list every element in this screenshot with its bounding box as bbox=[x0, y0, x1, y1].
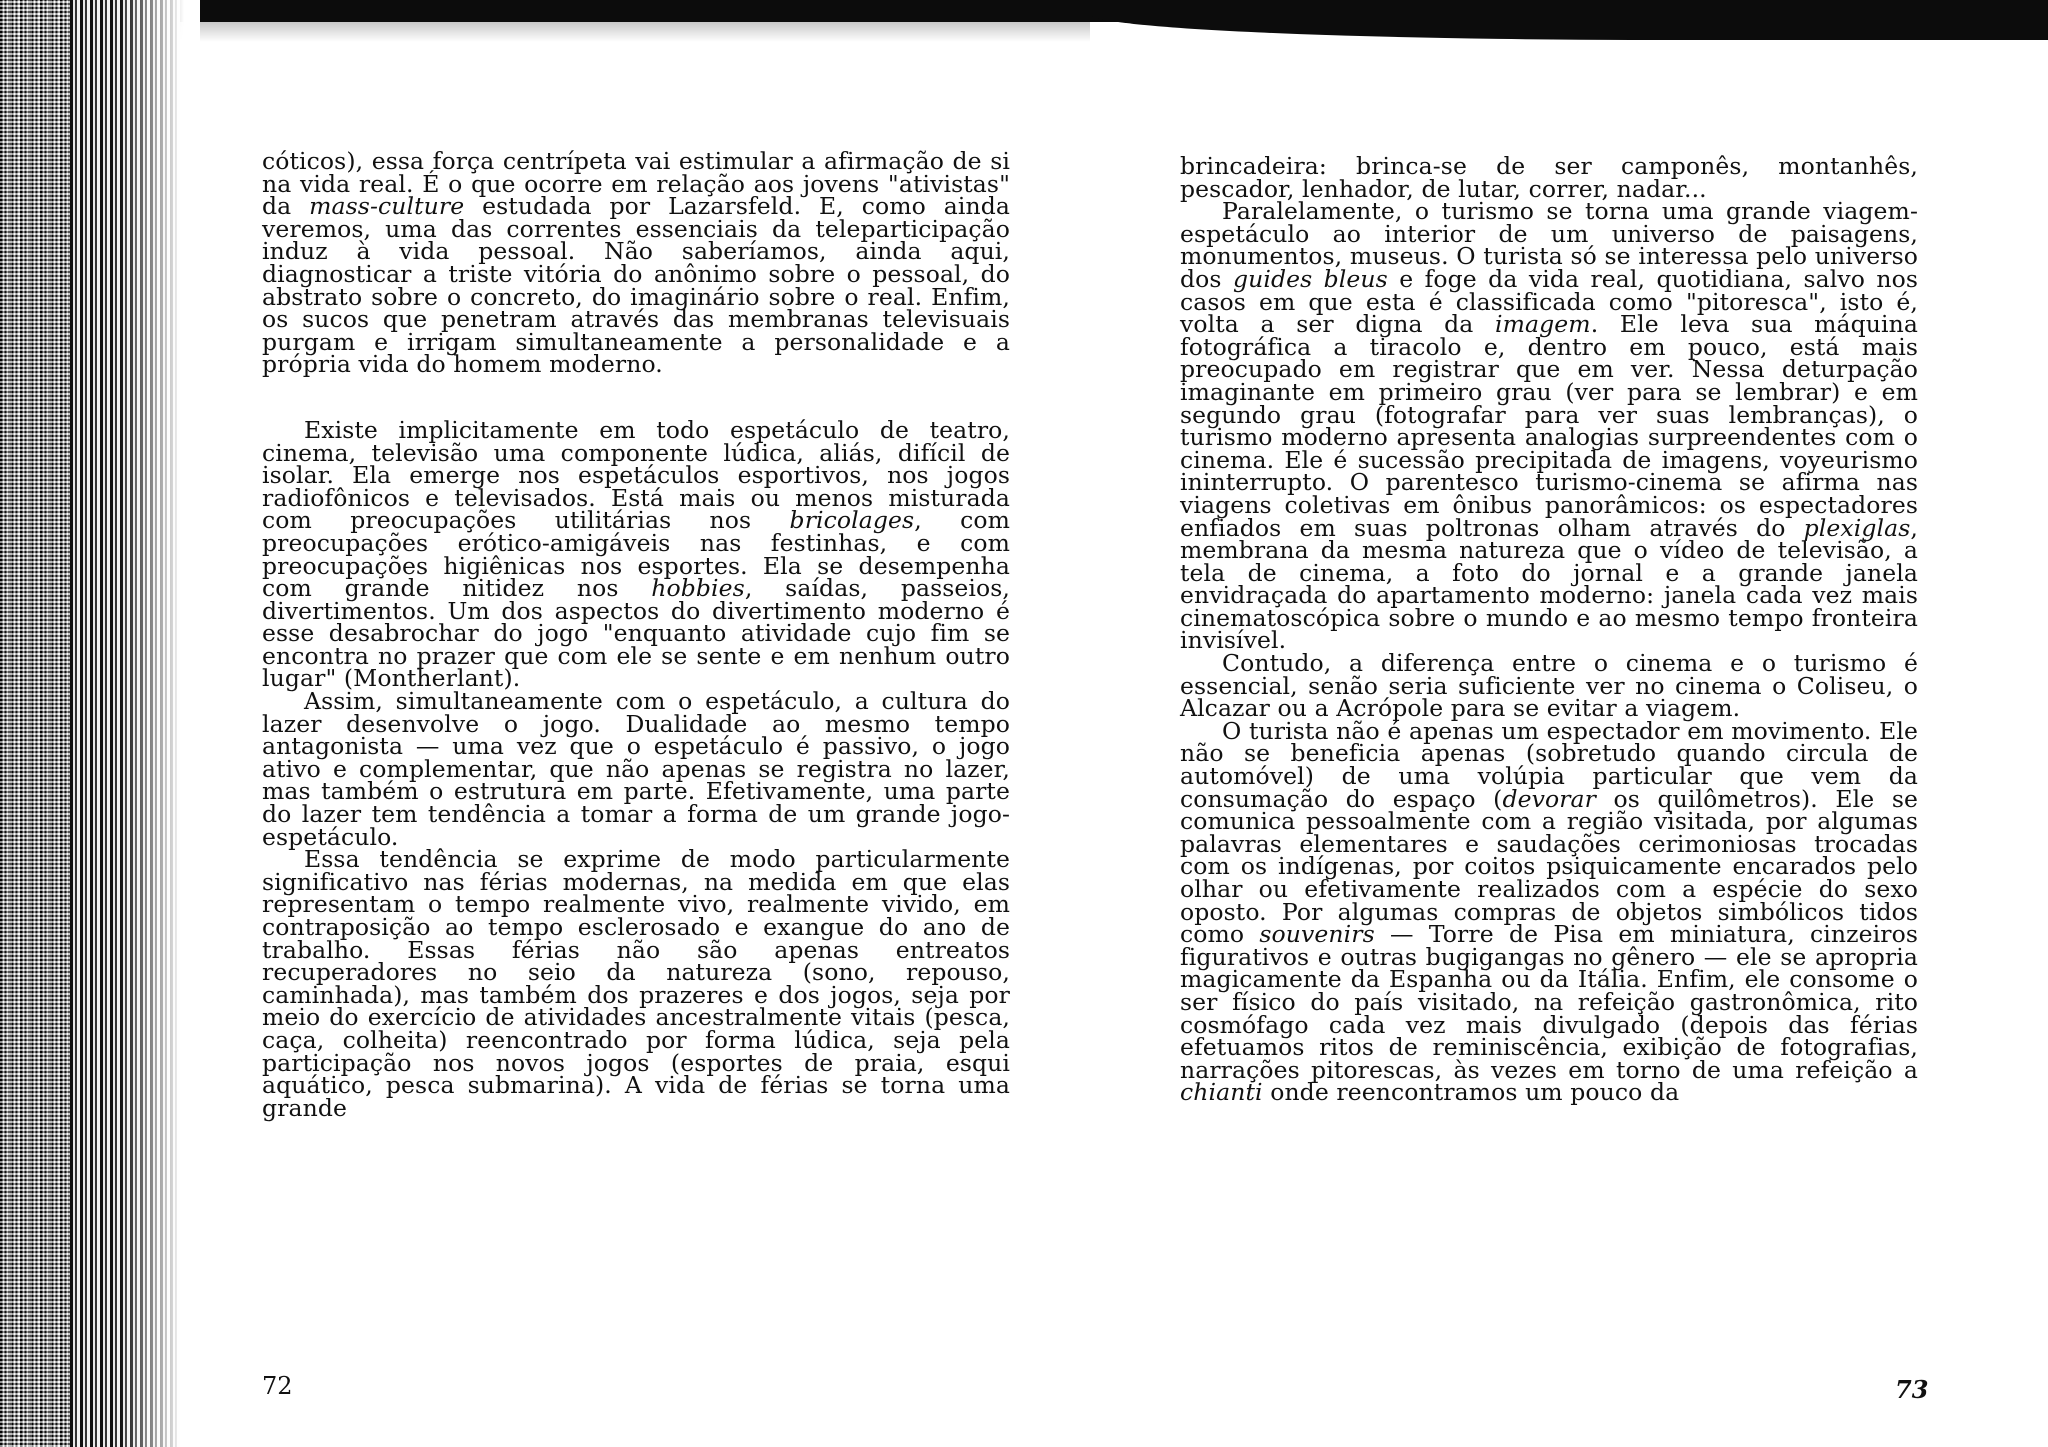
text-run: cóticos), essa força centrípeta vai estimular a afirmação de si na vida real. É o que ocorre em relação aos jovens "ativistas" da bbox=[262, 147, 1010, 221]
text-run: , membrana da mesma natureza que o vídeo de televisão, a tela de cinema, a foto do jornal e a grande janela envidraçada do apartamento moderno: janela cada vez mais cinematoscópica sobre o mundo e ao mesmo tempo fronteira invisível. bbox=[1180, 513, 1918, 655]
text-run: Contudo, a diferença entre o cinema e o turismo é essencial, senão seria suficiente ver no cinema o Coliseu, o Alcazar ou a Acrópole para se evitar a viagem. bbox=[1180, 649, 1918, 723]
text-run: O turista não é apenas um espectador em movimento. Ele não se beneficia apenas (sobretudo quando circula de automóvel) de uma volúpia particular que vem da consumação do espaço ( bbox=[1180, 716, 1918, 813]
book-edge-texture bbox=[0, 0, 70, 1447]
book-edge-fade bbox=[120, 0, 200, 1447]
right-paragraph-3 bbox=[1180, 649, 1918, 723]
text-run: Existe implicitamente em todo espetáculo de teatro, cinema, televisão uma componente lúdica, aliás, difícil de isolar. Ela emerge nos espetáculos esportivos, nos jogos radiofônicos e televisados. Está mais ou menos misturada com preocupações utilitárias nos bbox=[262, 415, 1010, 535]
text-run: . Ele leva sua máquina fotográfica a tiracolo e, dentro em pouco, está mais preocupado em registrar que em ver. Nessa deturpação imaginante em primeiro grau (ver para se lembrar) e em segundo grau (fotografar para ver suas lembranças), o turismo moderno apresenta analogias surpreendentes com o cinema. Ele é sucessão precipitada de imagens, voyeurismo ininterrupto. O parentesco turismo-cinema se afirma nas viagens coletivas em ônibus panorâmicos: os espectadores enfiados em suas poltronas olham através do bbox=[1180, 310, 1918, 542]
italic-term: devorar bbox=[1502, 784, 1597, 813]
left-page-number: 72 bbox=[262, 1372, 293, 1400]
italic-term: bricolages bbox=[789, 506, 915, 535]
italic-term: chianti bbox=[1180, 1078, 1263, 1107]
italic-term: plexiglas bbox=[1803, 513, 1911, 542]
right-paragraph-2 bbox=[1180, 197, 1918, 655]
right-page-number: 73 bbox=[1895, 1375, 1929, 1404]
text-run: — Torre de Pisa em miniatura, cinzeiros figurativos e outras bugigangas no gênero — ele se apropria magicamente da Espanha ou da Itália. Enfim, ele consome o ser físico do país visitado, na refeição gastronômica, rito cosmófago cada vez mais divulgado (depois das férias efetuamos ritos de reminiscência, exibição de fotografias, narrações pitorescas, às vezes em torno de uma refeição a bbox=[1180, 920, 1918, 1084]
text-run: onde reencontramos um pouco da bbox=[1262, 1078, 1680, 1107]
italic-term: imagem bbox=[1495, 310, 1591, 339]
section-break bbox=[262, 376, 1010, 419]
text-run: Assim, simultaneamente com o espetáculo, a cultura do lazer desenvolve o jogo. Dualidade ao mesmo tempo antagonista — uma vez que o espetáculo é passivo, o jogo ativo e complementar, que não apenas se registra no lazer, mas também o estrutura em parte. Efetivamente, uma parte do lazer tem tendência a tomar a forma de um grande jogo-espetáculo. bbox=[262, 687, 1010, 851]
text-run: Paralelamente, o turismo se torna uma grande viagem-espetáculo ao interior de um universo de paisagens, monumentos, museus. O turista só se interessa pelo universo dos bbox=[1180, 197, 1918, 293]
right-paragraph-1 bbox=[1180, 152, 1918, 203]
text-run: estudada por Lazarsfeld. E, como ainda veremos, uma das correntes essenciais da teleparticipação induz à vida pessoal. Não saberíamos, ainda aqui, diagnosticar a triste vitória do anônimo sobre o pessoal, do abstrato sobre o concreto, do imaginário sobre o real. Enfim, os sucos que penetram através das membranas televisuais purgam e irrigam simultaneamente a personalidade e a própria vida do homem moderno. bbox=[262, 192, 1010, 379]
italic-term: guides bleus bbox=[1232, 264, 1388, 293]
italic-term: mass-culture bbox=[309, 192, 465, 221]
text-run: brincadeira: brinca-se de ser camponês, montanhês, pescador, lenhador, de lutar, correr, nadar... bbox=[1180, 152, 1918, 203]
right-paragraph-4 bbox=[1180, 716, 1918, 1107]
left-paragraph-2 bbox=[262, 415, 1010, 693]
left-paragraph-4 bbox=[262, 845, 1010, 1122]
text-run: , saídas, passeios, divertimentos. Um dos aspectos do divertimento moderno é esse desabrochar do jogo "enquanto atividade cujo fim se encontra no prazer que com ele se sente e em nenhum outro lugar" (Montherlant). bbox=[262, 574, 1010, 693]
italic-term: souvenirs bbox=[1259, 920, 1375, 949]
left-page bbox=[262, 147, 1010, 1122]
right-page bbox=[1180, 152, 1918, 1107]
text-run: , com preocupações erótico-amigáveis nas festinhas, e com preocupações higiênicas nos esportes. Ela se desempenha com grande nitidez nos bbox=[262, 506, 1010, 603]
page-top-shade bbox=[150, 22, 1090, 42]
left-paragraph-3 bbox=[262, 687, 1010, 851]
text-run: e foge da vida real, quotidiana, salvo nos casos em que esta é classificada como "pitoresca", isto é, volta a ser digna da bbox=[1180, 264, 1918, 339]
text-run: os quilômetros). Ele se comunica pessoalmente com a região visitada, por algumas palavras elementares e saudações cerimoniosas trocadas com os indígenas, por coitos psiquicamente encarados pelo olhar ou efetivamente realizados com a espécie do sexo oposto. Por algumas compras de objetos simbólicos tidos como bbox=[1180, 784, 1918, 949]
italic-term: hobbies bbox=[651, 574, 745, 603]
text-run: Essa tendência se exprime de modo particularmente significativo nas férias modernas, na medida em que elas representam o tempo realmente vivo, realmente vivido, em contraposição ao tempo esclerosado e exangue do ano de trabalho. Essas férias não são apenas entreatos recuperadores no seio da natureza (sono, repouso, caminhada), mas também dos prazeres e dos jogos, seja por meio do exercício de atividades ancestralmente vitais (pesca, caça, colheita) reencontrado por forma lúdica, seja pela participação nos novos jogos (esportes de praia, esqui aquático, pesca submarina). A vida de férias se torna uma grande bbox=[262, 845, 1010, 1122]
left-paragraph-1 bbox=[262, 147, 1010, 379]
scan-top-shadow-right bbox=[1090, 14, 2048, 40]
